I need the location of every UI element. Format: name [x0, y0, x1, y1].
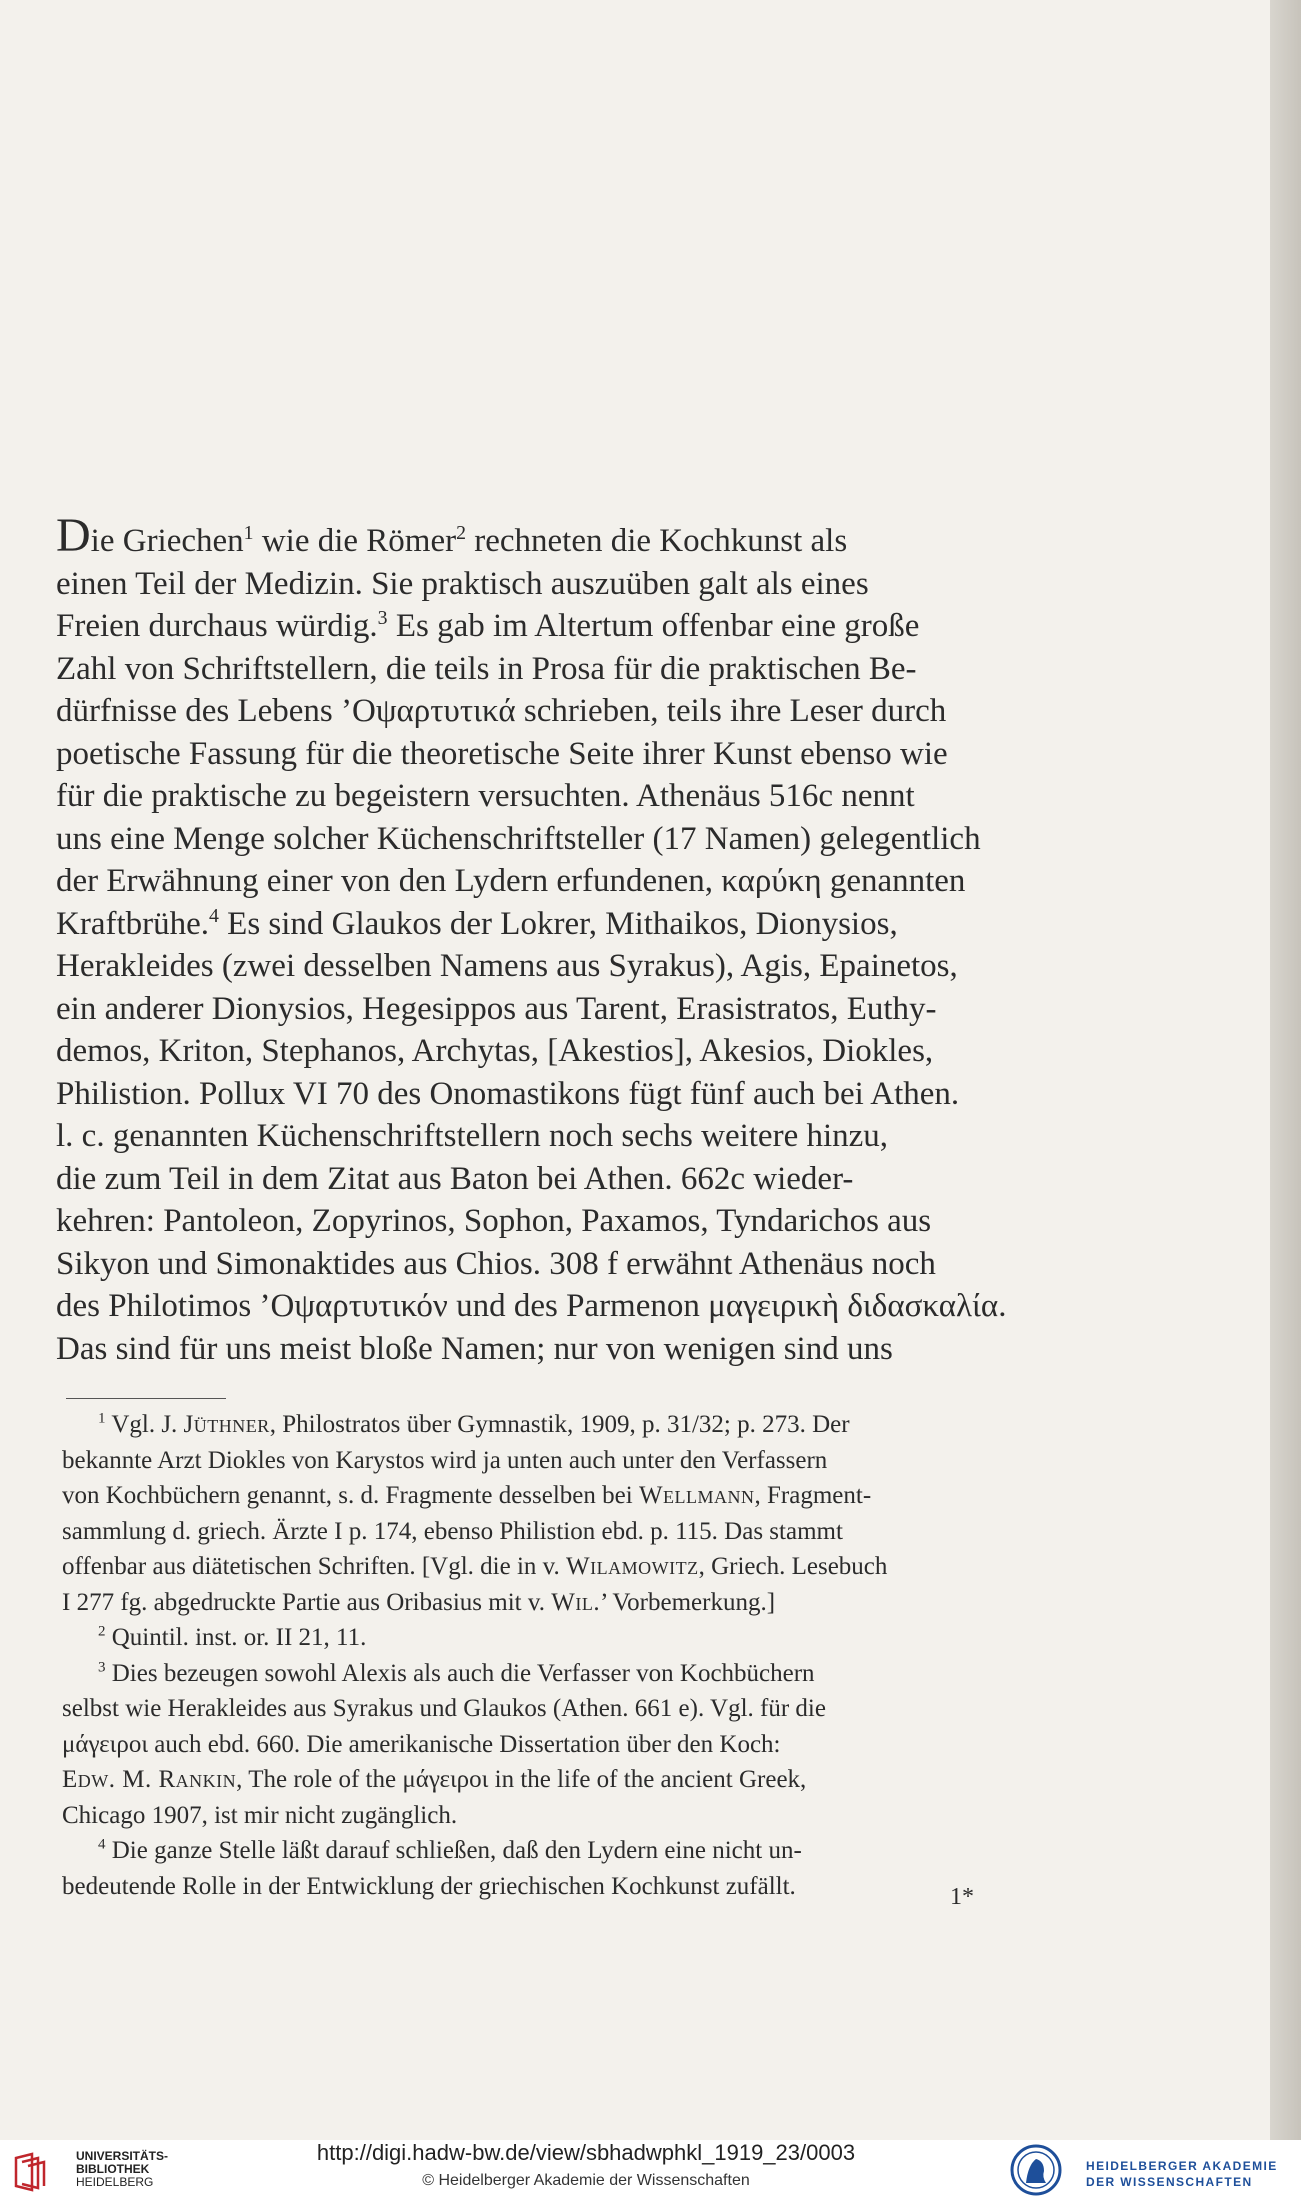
text-line: demos, Kriton, Stephanos, Archytas, [Akestios], Akesios, Diokles, — [56, 1033, 934, 1069]
page-edge-shadow — [1270, 0, 1301, 2140]
footnote-mark: 3 — [98, 1659, 106, 1676]
initial-letter: D — [56, 509, 91, 562]
footnote-line: μάγειροι auch ebd. 660. Die amerikanische Dissertation über den Koch: — [62, 1730, 781, 1758]
signature-mark: 1* — [950, 1884, 974, 1910]
footnote-line: $^2$ Quintil. inst. or. II 21, 11. — [98, 1623, 367, 1651]
footnote-1 — [62, 1407, 1068, 1620]
text-line: Zahl von Schriftstellern, die teils in Prosa für die praktischen Be- — [56, 650, 917, 687]
author-name: Wil. — [551, 1588, 601, 1616]
text-line: die zum Teil in dem Zitat aus Baton bei Athen. 662c wieder- — [56, 1160, 854, 1197]
footnote-line: sammlung d. griech. Ärzte I p. 174, ebenso Philistion ebd. p. 115. Das stammt — [62, 1517, 843, 1545]
text-line: Herakleides (zwei desselben Namens aus Syrakus), Agis, Epainetos, — [56, 948, 958, 984]
footnote-line: I 277 fg. abgedruckte Partie aus Oribasius mit v. Wil.’ Vorbemerkung.] — [62, 1588, 776, 1616]
university-library-name: UNIVERSITÄTS- BIBLIOTHEK HEIDELBERG — [76, 2149, 169, 2189]
footnote-mark: 4 — [98, 1836, 106, 1853]
text-line: kehren: Pantoleon, Zopyrinos, Sophon, Paxamos, Tyndarichos aus — [56, 1203, 932, 1239]
text-line: uns eine Menge solcher Küchenschriftsteller (17 Namen) gelegentlich — [56, 820, 981, 857]
footnote-mark: 1 — [98, 1410, 106, 1427]
author-name: Wilamowitz — [566, 1553, 699, 1580]
footnote-line: Edw. M. Rankin, The role of the μάγειροι in the life of the ancient Greek, — [62, 1766, 807, 1793]
author-name: Wellmann — [638, 1482, 755, 1509]
footnote-ref[interactable]: 4 — [209, 904, 219, 927]
footnote-ref[interactable]: 2 — [456, 522, 466, 544]
permalink-url[interactable]: http://digi.hadw-bw.de/view/sbhadwphkl_1919_23/0003 — [316, 2140, 856, 2165]
footnote-line: Chicago 1907, ist mir nicht zugänglich. — [62, 1801, 458, 1829]
text-line: Philistion. Pollux VI 70 des Onomastikons fügt fünf auch bei Athen. — [56, 1075, 960, 1112]
text-line: der Erwähnung einer von den Lydern erfundenen, καρύκη genannten — [56, 863, 966, 899]
university-library-logo-icon[interactable] — [12, 2152, 48, 2192]
footnote-ref[interactable]: 1 — [243, 522, 254, 544]
text-line: l. c. genannten Küchenschriftstellern noch sechs weitere hinzu, — [56, 1118, 889, 1154]
main-paragraph — [56, 509, 1066, 1370]
footnote-mark: 2 — [98, 1623, 106, 1640]
academy-seal-icon[interactable] — [1000, 2143, 1072, 2197]
footnote-line: offenbar aus diätetischen Schriften. [Vgl. die in v. Wilamowitz, Griech. Lesebuch — [62, 1553, 888, 1580]
author-name: Jüthner — [183, 1411, 270, 1438]
footnote-line: $^1$ Vgl. J. Jüthner, Philostratos über Gymnastik, 1909, p. 31/32; p. 273. Der — [98, 1410, 850, 1438]
footnote-2 — [62, 1620, 1068, 1656]
text-line: Freien durchaus würdig.$^3$ Es gab im Altertum offenbar eine große — [56, 607, 920, 644]
text-line: des Philotimos ’Οψαρτυτικόν und des Parmenon μαγειρικὴ διδασκαλία. — [56, 1288, 1007, 1324]
text-line: einen Teil der Medizin. Sie praktisch auszuüben galt als eines — [56, 565, 869, 602]
text-line: poetische Fassung für die theoretische Seite ihrer Kunst ebenso wie — [56, 735, 948, 772]
footnote-line: bedeutende Rolle in der Entwicklung der griechischen Kochkunst zufällt. — [62, 1872, 796, 1900]
text-line: Die Griechen$^1$ wie die Römer$^2$ rechneten die Kochkunst als — [56, 509, 848, 562]
text-line: Sikyon und Simonaktides aus Chios. 308 f erwähnt Athenäus noch — [56, 1245, 936, 1282]
footnote-line: $^4$ Die ganze Stelle läßt darauf schließen, daß den Lydern eine nicht un- — [98, 1836, 802, 1864]
footnote-line: von Kochbüchern genannt, s. d. Fragmente desselben bei Wellmann, Fragment- — [62, 1482, 872, 1509]
footnotes — [62, 1407, 1068, 1904]
text-line: Das sind für uns meist bloße Namen; nur von wenigen sind uns — [56, 1330, 893, 1367]
text-line: ein anderer Dionysios, Hegesippos aus Tarent, Erasistratos, Euthy- — [56, 990, 937, 1027]
copyright-notice: © Heidelberger Akademie der Wissenschaften — [422, 2172, 750, 2189]
text-line: dürfnisse des Lebens ’Οψαρτυτικά schrieben, teils ihre Leser durch — [56, 693, 947, 729]
author-name: Rankin — [158, 1766, 237, 1793]
text-line: für die praktische zu begeistern versuchten. Athenäus 516c nennt — [56, 778, 915, 814]
footnote-divider — [66, 1398, 226, 1399]
footnote-3 — [62, 1656, 1068, 1834]
footnote-ref[interactable]: 3 — [377, 607, 388, 629]
text-line: Kraftbrühe.$^4$ Es sind Glaukos der Lokrer, Mithaikos, Dionysios, — [56, 904, 898, 942]
academy-name: HEIDELBERGER AKADEMIE DER WISSENSCHAFTEN — [1086, 2159, 1278, 2189]
footnote-4 — [62, 1833, 1068, 1904]
footnote-line: $^3$ Dies bezeugen sowohl Alexis als auch die Verfasser von Kochbüchern — [98, 1659, 815, 1687]
footnote-line: bekannte Arzt Diokles von Karystos wird ja unten auch unter den Verfassern — [62, 1446, 828, 1474]
footnote-line: selbst wie Herakleides aus Syrakus und Glaukos (Athen. 661 e). Vgl. für die — [62, 1695, 826, 1722]
